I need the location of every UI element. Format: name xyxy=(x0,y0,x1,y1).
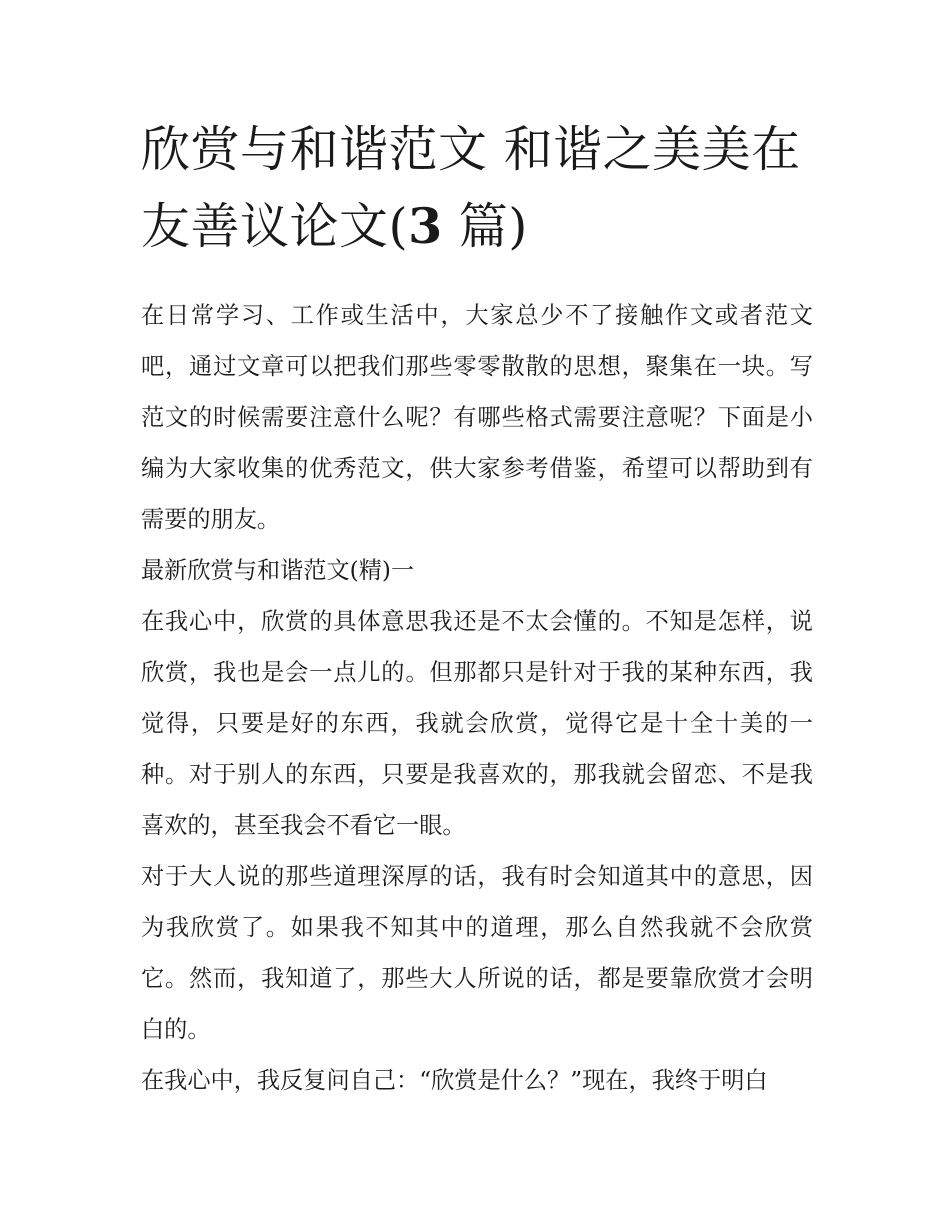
body-paragraph: 对于大人说的那些道理深厚的话，我有时会知道其中的意思，因为我欣赏了。如果我不知其中的道理，那么自然我就不会欣赏它。然而，我知道了，那些大人所说的话，都是要靠欣赏才会明白的。 xyxy=(141,863,813,1043)
title-text-part2: 篇) xyxy=(442,198,528,255)
document-title xyxy=(141,112,813,265)
title-number: 3 xyxy=(408,197,443,255)
intro-paragraph: 在日常学习、工作或生活中，大家总少不了接触作文或者范文吧，通过文章可以把我们那些零零散散的思想，聚集在一块。写范文的时候需要注意什么呢？有哪些格式需要注意呢？下面是小编为大家收集的优秀范文，供大家参考借鉴，希望可以帮助到有需要的朋友。 xyxy=(141,302,813,533)
document-content xyxy=(141,112,813,1106)
body-paragraph: 在我心中，我反复问自己：“欣赏是什么？”现在，我终于明白 xyxy=(141,1067,768,1094)
body-paragraph: 在我心中，欣赏的具体意思我还是不太会懂的。不知是怎样，说欣赏，我也是会一点儿的。但那都只是针对于我的某种东西，我觉得，只要是好的东西，我就会欣赏，觉得它是十全十美的一种。对于别人的东西，只要是我喜欢的，那我就会留恋、不是我喜欢的，甚至我会不看它一眼。 xyxy=(141,608,813,839)
section-heading: 最新欣赏与和谐范文(精)一 xyxy=(141,557,415,584)
title-text-part1: 欣赏与和谐范文 和谐之美美在友善议论文( xyxy=(141,121,801,255)
